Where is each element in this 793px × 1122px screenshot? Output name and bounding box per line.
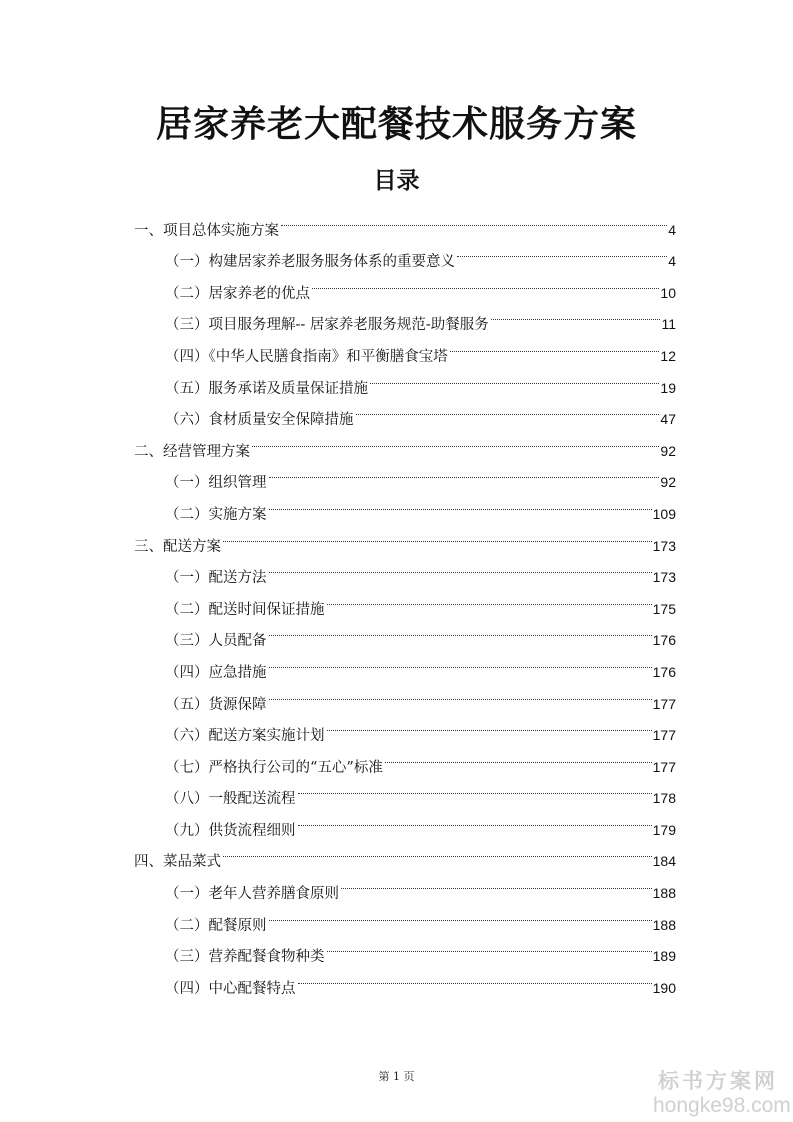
toc-entry-page-number: 189 bbox=[652, 948, 676, 965]
toc-entry-page-number: 176 bbox=[652, 632, 676, 649]
watermark-url: hongke98.com bbox=[653, 1094, 791, 1117]
toc-entry-label: （一）老年人营养膳食原则 bbox=[165, 886, 339, 903]
toc-dot-leader bbox=[298, 803, 652, 835]
toc-entry-label: 四、菜品菜式 bbox=[134, 854, 221, 871]
toc-entry-page-number: 177 bbox=[652, 695, 676, 712]
toc-dot-leader bbox=[327, 582, 652, 614]
toc-dot-leader bbox=[269, 677, 652, 709]
toc-entry-page-number: 47 bbox=[660, 411, 676, 428]
table-of-contents bbox=[134, 203, 676, 997]
watermark-brand: 标书方案网 bbox=[658, 1068, 778, 1093]
toc-entry-label: （一）配送方法 bbox=[165, 570, 267, 587]
toc-dot-leader bbox=[223, 835, 652, 867]
toc-entry-page-number: 188 bbox=[652, 916, 676, 933]
toc-dot-leader bbox=[269, 456, 660, 488]
toc-dot-leader bbox=[223, 519, 652, 551]
toc-entry-label: （五）服务承诺及质量保证措施 bbox=[165, 380, 368, 397]
toc-entry-page-number: 178 bbox=[652, 790, 676, 807]
toc-dot-leader bbox=[269, 898, 652, 930]
toc-entry-page-number: 177 bbox=[652, 727, 676, 744]
toc-entry-label: （二）配餐原则 bbox=[165, 917, 267, 934]
toc-entry-page-number: 173 bbox=[652, 569, 676, 586]
toc-entry-label: （三）项目服务理解-- 居家养老服务规范-助餐服务 bbox=[165, 317, 489, 334]
toc-entry-label: （一）构建居家养老服务服务体系的重要意义 bbox=[165, 254, 455, 271]
toc-entry-page-number: 109 bbox=[652, 505, 676, 522]
toc-entry-page-number: 179 bbox=[652, 821, 676, 838]
toc-dot-leader bbox=[385, 740, 652, 772]
toc-dot-leader bbox=[269, 645, 652, 677]
toc-dot-leader bbox=[450, 329, 660, 361]
toc-dot-leader bbox=[491, 298, 661, 330]
toc-dot-leader bbox=[327, 930, 652, 962]
toc-dot-leader bbox=[327, 709, 652, 741]
toc-dot-leader bbox=[269, 487, 652, 519]
toc-dot-leader bbox=[269, 551, 652, 583]
toc-entry-label: 二、经营管理方案 bbox=[134, 443, 250, 460]
toc-dot-leader bbox=[356, 393, 660, 425]
toc-entry-label: （四）中心配餐特点 bbox=[165, 980, 296, 997]
toc-entry-label: （二）实施方案 bbox=[165, 506, 267, 523]
toc-entry-label: （六）食材质量安全保障措施 bbox=[165, 412, 354, 429]
toc-entry-page-number: 12 bbox=[660, 347, 676, 364]
toc-dot-leader bbox=[370, 361, 659, 393]
toc-entry-label: （四）《中华人民膳食指南》和平衡膳食宝塔 bbox=[165, 348, 448, 365]
toc-entry-label: （七）严格执行公司的“五心”标准 bbox=[165, 759, 383, 776]
toc-entry-label: （九）供货流程细则 bbox=[165, 822, 296, 839]
toc-entry-label: （三）人员配备 bbox=[165, 633, 267, 650]
toc-entry-label: （五）货源保障 bbox=[165, 696, 267, 713]
toc-entry-page-number: 184 bbox=[652, 853, 676, 870]
toc-entry-page-number: 190 bbox=[652, 979, 676, 996]
toc-entry-page-number: 19 bbox=[660, 379, 676, 396]
toc-entry-label: （二）居家养老的优点 bbox=[165, 285, 310, 302]
toc-entry-label: 一、项目总体实施方案 bbox=[134, 222, 279, 239]
toc-entry-page-number: 173 bbox=[652, 537, 676, 554]
page-number-footer: 第 1 页 bbox=[378, 1070, 415, 1083]
toc-entry-page-number: 92 bbox=[660, 442, 676, 459]
toc-dot-leader bbox=[298, 961, 652, 993]
toc-entry-label: （八）一般配送流程 bbox=[165, 791, 296, 808]
toc-entry-label: （二）配送时间保证措施 bbox=[165, 601, 325, 618]
toc-entry-page-number: 92 bbox=[660, 474, 676, 491]
toc-entry-page-number: 4 bbox=[668, 253, 676, 270]
toc-entry-page-number: 177 bbox=[652, 758, 676, 775]
toc-entry-page-number: 176 bbox=[652, 663, 676, 680]
document-title: 居家养老大配餐技术服务方案 bbox=[155, 104, 637, 145]
watermark-logo bbox=[653, 1068, 791, 1118]
toc-entry-page-number: 4 bbox=[668, 221, 676, 238]
toc-dot-leader bbox=[298, 772, 652, 804]
toc-entry-page-number: 11 bbox=[661, 316, 676, 333]
toc-entry-label: （六）配送方案实施计划 bbox=[165, 728, 325, 745]
toc-entry-label: （三）营养配餐食物种类 bbox=[165, 949, 325, 966]
toc-entry-page-number: 10 bbox=[660, 284, 676, 301]
toc-heading: 目录 bbox=[373, 168, 420, 194]
toc-section-entry[interactable] bbox=[134, 203, 676, 239]
toc-dot-leader bbox=[281, 203, 667, 235]
toc-dot-leader bbox=[341, 866, 652, 898]
toc-entry-label: （一）组织管理 bbox=[165, 475, 267, 492]
toc-entry-page-number: 175 bbox=[652, 600, 676, 617]
toc-dot-leader bbox=[312, 266, 659, 298]
toc-entry-label: （四）应急措施 bbox=[165, 664, 267, 681]
toc-entry-label: 三、配送方案 bbox=[134, 538, 221, 555]
toc-dot-leader bbox=[252, 424, 659, 456]
toc-dot-leader bbox=[457, 235, 667, 267]
toc-dot-leader bbox=[269, 614, 652, 646]
toc-entry-page-number: 188 bbox=[652, 885, 676, 902]
